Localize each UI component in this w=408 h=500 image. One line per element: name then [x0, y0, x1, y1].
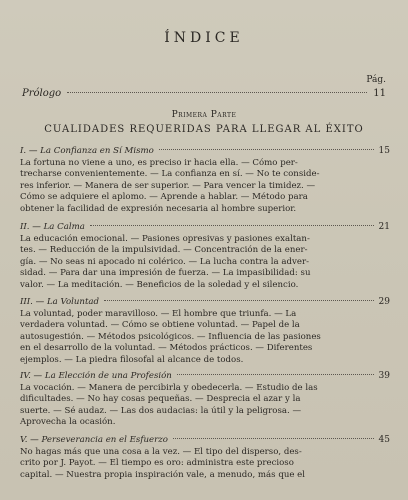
section-page: 29 [378, 297, 390, 307]
toc-section-4 [20, 371, 390, 429]
summary-line: res inferior. — Manera de ser superior. — Para vencer la timidez. — [20, 180, 316, 191]
section-title: II. — La Calma [20, 222, 85, 232]
page-column-label: Pág. [366, 75, 386, 85]
section-title: V. — Perseverancia en el Esfuerzo [20, 435, 168, 445]
toc-section-1 [20, 146, 390, 216]
toc-section-2 [20, 222, 390, 292]
summary-line: en el desarrollo de la voluntad. — Métodos prácticos. — Diferentes [20, 343, 313, 354]
leader-dots [104, 300, 374, 301]
summary-line: suerte. — Sé audaz. — Las dos audacias: la útil y la peligrosa. — [20, 405, 302, 416]
summary-line: sidad. — Para dar una impresión de fuerza. — La impasibilidad: su [20, 268, 311, 279]
summary-line: capital. — Nuestra propia inspiración vale, a menudo, más que el [20, 469, 306, 480]
index-title: ÍNDICE [164, 30, 244, 46]
section-heading [20, 435, 390, 447]
section-page: 45 [378, 435, 390, 445]
summary-line: gía. — No seas ni apocado ni colérico. — La lucha contra la adver- [20, 256, 309, 267]
summary-line: verdadera voluntad. — Cómo se obtiene voluntad. — Papel de la [20, 320, 300, 331]
summary-line: La educación emocional. — Pasiones opresivas y pasiones exaltan- [20, 233, 310, 244]
summary-line: tes. — Reducción de la impulsividad. — Concentración de la ener- [20, 245, 308, 256]
summary-line: dificultades. — No hay cosas pequeñas. — Desprecia el azar y la [20, 394, 301, 405]
section-title: I. — La Confianza en Sí Mismo [20, 146, 154, 156]
section-summary [20, 447, 390, 482]
summary-line: La voluntad, poder maravilloso. — El hombre que triunfa. — La [20, 308, 297, 319]
summary-line: La vocación. — Manera de percibirla y obedecerla. — Estudio de las [20, 382, 318, 393]
summary-line: Cómo se adquiere el aplomo. — Aprende a hablar. — Método para [20, 192, 308, 203]
summary-line: autosugestión. — Métodos psicológicos. — Influencia de las pasiones [20, 331, 321, 342]
prologue-page: 11 [373, 88, 386, 99]
leader-dots [90, 225, 374, 226]
section-summary [20, 383, 390, 429]
section-heading [20, 297, 390, 309]
toc-section-5 [20, 435, 390, 481]
leader-dots [173, 438, 374, 439]
summary-line: No hagas más que una cosa a la vez. — El tipo del disperso, des- [20, 446, 302, 457]
summary-line: crito por J. Payot. — El tiempo es oro: administra este precioso [20, 458, 294, 469]
section-heading [20, 222, 390, 234]
section-heading [20, 371, 390, 383]
section-title: III. — La Voluntad [20, 297, 100, 307]
summary-line: valor. — La meditación. — Beneficios de la soledad y el silencio. [20, 279, 299, 290]
summary-line: trecharse convenientemente. — La confianza en sí. — No te conside- [20, 169, 320, 180]
part-title: CUALIDADES REQUERIDAS PARA LLEGAR AL ÉXITO [44, 124, 364, 135]
leader-dots [159, 149, 374, 150]
section-heading [20, 146, 390, 158]
prologue-entry [22, 88, 386, 99]
leader-dots [177, 374, 374, 375]
part-label: Primera Parte [171, 110, 237, 120]
toc-section-3 [20, 297, 390, 367]
section-page: 15 [378, 146, 390, 156]
prologue-label: Prólogo [22, 88, 62, 99]
summary-line: Aprovecha la ocasión. [20, 417, 116, 428]
section-page: 21 [378, 222, 390, 232]
summary-line: La fortuna no viene a uno, es preciso ir hacia ella. — Cómo per- [20, 157, 298, 168]
summary-line: obtener la facilidad de expresión necesaria al hombre superior. [20, 203, 297, 214]
section-summary [20, 309, 390, 367]
section-page: 39 [378, 371, 390, 381]
section-title: IV. — La Elección de una Profesión [20, 371, 172, 381]
leader-dots [67, 92, 367, 93]
section-summary [20, 158, 390, 216]
section-summary [20, 234, 390, 292]
summary-line: ejemplos. — La piedra filosofal al alcance de todos. [20, 354, 244, 365]
